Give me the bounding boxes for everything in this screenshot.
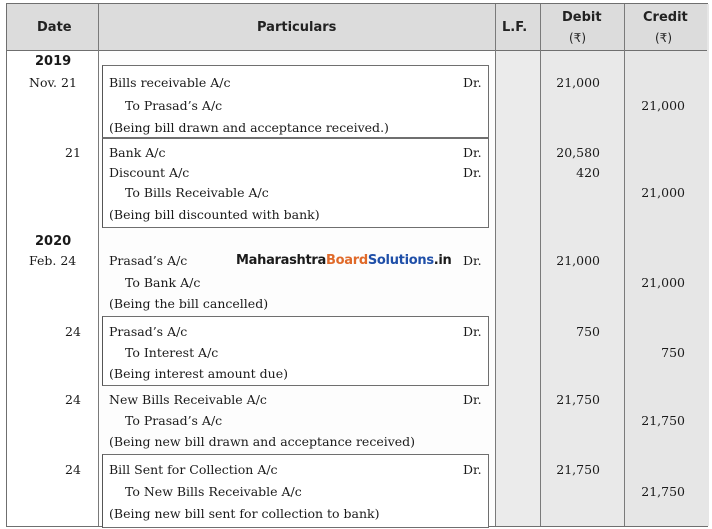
entry-narration: (Being new bill sent for collection to bank) bbox=[109, 506, 380, 521]
credit-amount: 21,750 bbox=[641, 413, 685, 428]
debit-amount: 20,580 bbox=[556, 145, 600, 160]
dr-marker: Dr. bbox=[463, 75, 482, 90]
divider bbox=[495, 4, 496, 526]
year-label: 2020 bbox=[35, 234, 72, 249]
dr-marker: Dr. bbox=[463, 145, 482, 160]
credit-amount: 21,000 bbox=[641, 185, 685, 200]
debit-amount: 21,000 bbox=[556, 75, 600, 90]
debit-amount: 21,000 bbox=[556, 253, 600, 268]
divider bbox=[624, 4, 625, 526]
debit-amount: 420 bbox=[576, 165, 600, 180]
header-particulars: Particulars bbox=[257, 20, 337, 35]
debit-amount: 750 bbox=[576, 324, 600, 339]
entry-line-text: To Bills Receivable A/c bbox=[125, 185, 269, 200]
watermark-part: Maharashtra bbox=[236, 253, 327, 268]
entry-line-text: Bills receivable A/c bbox=[109, 75, 231, 90]
divider bbox=[98, 4, 99, 526]
dr-marker: Dr. bbox=[463, 165, 482, 180]
table-header bbox=[7, 4, 707, 51]
header-credit: Credit bbox=[643, 10, 688, 25]
dr-marker: Dr. bbox=[463, 253, 482, 268]
entry-narration: (Being new bill drawn and acceptance received) bbox=[109, 434, 416, 449]
credit-amount: 21,000 bbox=[641, 98, 685, 113]
entry-line-text: Bank A/c bbox=[109, 145, 166, 160]
entry-narration: (Being interest amount due) bbox=[109, 366, 288, 381]
entry-line-text: Discount A/c bbox=[109, 165, 190, 180]
entry-date: Feb. 24 bbox=[29, 253, 77, 268]
header-debit: Debit bbox=[562, 10, 602, 25]
credit-column bbox=[624, 4, 709, 526]
debit-amount: 21,750 bbox=[556, 462, 600, 477]
watermark-part: Board bbox=[326, 253, 368, 268]
entry-line-text: Prasad’s A/c bbox=[109, 253, 188, 268]
entry-line-text: To Prasad’s A/c bbox=[125, 413, 223, 428]
entry-line-text: To Prasad’s A/c bbox=[125, 98, 223, 113]
credit-amount: 21,750 bbox=[641, 484, 685, 499]
year-label: 2019 bbox=[35, 54, 72, 69]
dr-marker: Dr. bbox=[463, 462, 482, 477]
entry-narration: (Being bill drawn and acceptance received.) bbox=[109, 120, 389, 135]
entry-line-text: New Bills Receivable A/c bbox=[109, 392, 267, 407]
dr-marker: Dr. bbox=[463, 392, 482, 407]
entry-narration: (Being the bill cancelled) bbox=[109, 296, 269, 311]
entry-line-text: To Interest A/c bbox=[125, 345, 219, 360]
debit-amount: 21,750 bbox=[556, 392, 600, 407]
entry-date: 24 bbox=[65, 392, 81, 407]
header-debit-unit: (₹) bbox=[569, 31, 586, 45]
header-lf: L.F. bbox=[502, 20, 528, 35]
entry-line-text: To New Bills Receivable A/c bbox=[125, 484, 302, 499]
entry-line-text: To Bank A/c bbox=[125, 275, 201, 290]
credit-amount: 21,000 bbox=[641, 275, 685, 290]
entry-date: 24 bbox=[65, 462, 81, 477]
entry-date: 24 bbox=[65, 324, 81, 339]
watermark-part: .in bbox=[433, 253, 452, 268]
dr-marker: Dr. bbox=[463, 324, 482, 339]
watermark-part: Solutions bbox=[367, 253, 434, 268]
credit-amount: 750 bbox=[661, 345, 685, 360]
site-watermark bbox=[236, 253, 452, 268]
entry-date: Nov. 21 bbox=[29, 75, 77, 90]
entry-date: 21 bbox=[65, 145, 81, 160]
entry-line-text: Bill Sent for Collection A/c bbox=[109, 462, 278, 477]
entry-narration: (Being bill discounted with bank) bbox=[109, 207, 320, 222]
entry-line-text: Prasad’s A/c bbox=[109, 324, 188, 339]
header-date: Date bbox=[37, 20, 72, 35]
header-credit-unit: (₹) bbox=[655, 31, 672, 45]
